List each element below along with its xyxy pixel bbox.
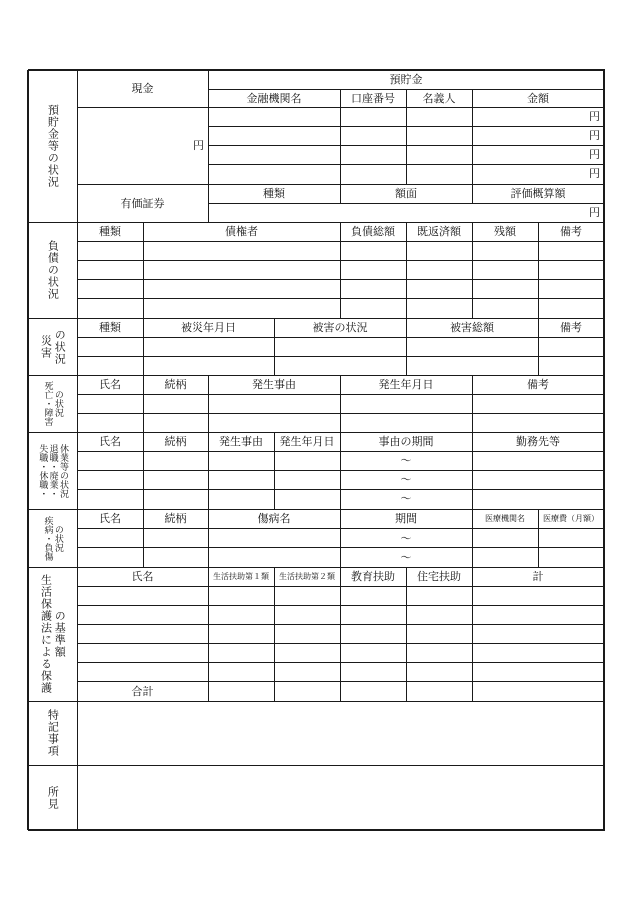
section-label-debts-line-1: 負債の状況 <box>46 240 60 300</box>
disaster-header-5: 備考 <box>560 321 582 334</box>
rule-line <box>472 567 473 701</box>
frame-bottom <box>28 829 605 831</box>
unemployment-header-1: 氏名 <box>99 435 121 448</box>
illness-header-1: 氏名 <box>99 512 121 525</box>
bank-name-header: 金融機関名 <box>246 91 302 105</box>
section-divider <box>28 765 604 766</box>
death-header-3: 発生事由 <box>252 378 296 391</box>
section-label-special-line-1: 特記事項 <box>46 709 60 757</box>
section-label-illness-line-1: 疾病・負傷 <box>42 515 53 561</box>
section-label-welfare-line-2: の基準額 <box>53 610 67 658</box>
section-label-unemployment-line-3: 休業等の状況 <box>58 443 69 498</box>
securities-header: 有価証券 <box>120 196 165 210</box>
securities-face-value-header: 額面 <box>395 187 417 200</box>
section-label-death <box>28 375 77 432</box>
disaster-header-1: 種類 <box>99 321 121 334</box>
debts-header-2: 債権者 <box>225 225 258 238</box>
account-holder-header: 名義人 <box>422 91 456 105</box>
securities-type-header: 種類 <box>263 187 285 200</box>
section-label-illness <box>28 509 77 567</box>
disaster-header-4: 被害総額 <box>450 321 494 334</box>
securities-appraisal-header: 評価概算額 <box>510 187 566 200</box>
unemployment-header-6: 勤務先等 <box>516 435 560 448</box>
section-label-special <box>28 701 77 765</box>
disaster-header-2: 被災年月日 <box>181 321 236 334</box>
welfare-header-6: 計 <box>532 570 544 583</box>
section-label-disaster-line-2: の状況 <box>53 328 67 365</box>
illness-header-5: 医療機関名 <box>485 513 525 523</box>
welfare-total-label: 合計 <box>131 684 154 698</box>
rule-line <box>77 356 604 357</box>
section-divider <box>28 701 604 702</box>
section-label-opinion-line-1: 所見 <box>46 785 60 810</box>
rule-line <box>77 337 604 338</box>
section-label-deposits <box>28 70 77 222</box>
debts-header-3: 負債総額 <box>351 225 395 238</box>
cash-yen-unit: 円 <box>193 139 204 152</box>
account-number-header: 口座番号 <box>351 91 395 105</box>
death-header-2: 続柄 <box>164 378 187 391</box>
section-label-disaster <box>28 318 77 375</box>
welfare-header-1: 氏名 <box>131 570 154 583</box>
unemployment-header-2: 続柄 <box>164 435 187 448</box>
cash-header: 現金 <box>131 82 154 95</box>
section-label-disaster-line-1: 災害 <box>39 334 53 359</box>
unemployment-header-4: 発生年月日 <box>279 435 335 448</box>
savings-yen-unit: 円 <box>589 148 600 161</box>
section-label-death-line-2: の状況 <box>52 390 63 417</box>
illness-header-2: 続柄 <box>164 512 187 525</box>
section-label-deposits-line-1: 預貯金等の状況 <box>46 104 60 188</box>
death-header-4: 発生年月日 <box>378 378 434 391</box>
debts-header-1: 種類 <box>99 225 121 238</box>
rule-line <box>274 567 275 701</box>
savings-yen-unit: 円 <box>589 129 600 142</box>
amount-header: 金額 <box>527 91 549 105</box>
disaster-header-3: 被害の状況 <box>312 321 368 334</box>
section-label-unemployment-line-1: 失職・休職・ <box>37 443 48 498</box>
unemployment-header-5: 事由の期間 <box>378 435 434 448</box>
section-label-welfare <box>28 567 77 701</box>
debts-header-5: 残額 <box>494 225 516 238</box>
savings-header: 預貯金 <box>389 73 423 86</box>
section-label-unemployment-line-2: 退職・廃業・ <box>47 443 58 498</box>
illness-header-6: 医療費（月額） <box>543 513 599 523</box>
death-header-5: 備考 <box>527 378 549 391</box>
section-label-opinion <box>28 765 77 830</box>
section-label-death-line-1: 死亡・障害 <box>42 381 53 426</box>
section-label-welfare-line-1: 生活保護法による保護 <box>39 574 53 694</box>
welfare-header-4: 教育扶助 <box>351 570 395 583</box>
unemployment-period-tilde: ～ <box>400 492 412 505</box>
illness-period-tilde: ～ <box>400 550 412 564</box>
welfare-header-5: 住宅扶助 <box>417 570 461 583</box>
rule-line <box>208 567 209 701</box>
savings-yen-unit: 円 <box>589 167 600 180</box>
unemployment-period-tilde: ～ <box>400 454 412 467</box>
savings-yen-unit: 円 <box>589 110 600 123</box>
debts-header-4: 既返済額 <box>417 225 461 238</box>
unemployment-period-tilde: ～ <box>400 473 412 486</box>
illness-header-4: 期間 <box>395 512 417 525</box>
debts-header-6: 備考 <box>560 225 582 238</box>
section-label-unemployment <box>28 432 77 509</box>
securities-yen-unit: 円 <box>589 206 600 219</box>
unemployment-header-3: 発生事由 <box>219 435 263 448</box>
rule-line <box>340 567 341 701</box>
section-label-illness-line-2: の状況 <box>52 524 63 552</box>
illness-header-3: 傷病名 <box>257 512 291 525</box>
death-header-1: 氏名 <box>99 378 121 391</box>
welfare-header-2: 生活扶助第１類 <box>213 571 269 581</box>
illness-period-tilde: ～ <box>400 531 412 545</box>
welfare-header-3: 生活扶助第２類 <box>279 571 335 581</box>
section-label-debts <box>28 222 77 318</box>
rule-line <box>406 567 407 701</box>
